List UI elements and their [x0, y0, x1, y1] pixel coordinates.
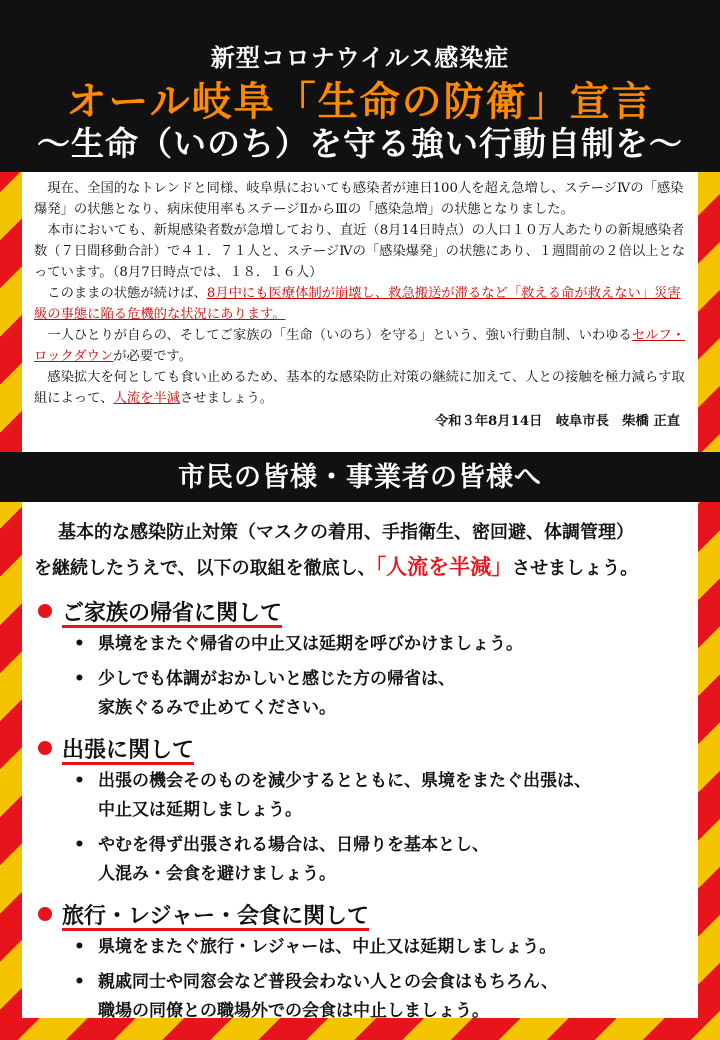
- section-title: 出張に関して: [62, 737, 195, 763]
- header-motto: ～生命（いのち）を守る強い行動自制を～: [37, 124, 683, 163]
- section-heading: [34, 592, 688, 630]
- list-item: [74, 968, 688, 1026]
- list-item: [74, 831, 688, 889]
- item-line: 人混み・会食を避けましょう。: [98, 864, 336, 884]
- statement-text: させましょう。: [180, 391, 274, 406]
- header: [0, 0, 720, 172]
- item-line: • やむを得ず出張される場合は、日帰りを基本とし、: [98, 835, 489, 855]
- item-line: • 出張の機会そのものを減少するとともに、県境をまたぐ出張は、: [98, 771, 591, 791]
- item-line: • 県境をまたぐ帰省の中止又は延期を呼びかけましょう。: [98, 634, 523, 654]
- list-item: [74, 630, 688, 659]
- intro-text: [34, 516, 688, 586]
- section-heading: [34, 895, 688, 933]
- statement-emphasis: 8月中にも医療体制が崩壊し、救急搬送が滞るなど「救える命が救えない」災害級の事態に陥る危機的な状況にあります。: [34, 286, 681, 322]
- measure-list: [34, 630, 688, 723]
- section-title: ご家族の帰省に関して: [62, 600, 283, 626]
- statement-paragraph: 本市においても、新規感染者数が急増しており、直近（8月14日時点）の人口１０万人あたりの新規感染者数（７日間移動合計）で４１．７１人と、ステージⅣの「感染爆発」の状態にあり、１週間前の２倍以上となっています。（8月7日時点では、１８．１６人）: [34, 223, 686, 280]
- bullet-dot-icon: [38, 604, 52, 618]
- statement-paragraph: [34, 283, 686, 325]
- intro-line: 基本的な感染防止対策（マスクの着用、手指衛生、密回避、体調管理）: [58, 522, 634, 543]
- list-item: [74, 767, 688, 825]
- measure-list: [34, 767, 688, 889]
- item-line: • 少しでも体調がおかしいと感じた方の帰省は、: [98, 669, 455, 689]
- item-line: • 親戚同士や同窓会など普段会わない人との会食はもちろん、: [98, 972, 559, 992]
- statement-paragraph: [34, 325, 686, 367]
- item-line: 家族ぐるみで止めてください。: [98, 698, 336, 718]
- section-travel-leisure: [34, 895, 688, 1026]
- section-title: 旅行・レジャー・会食に関して: [62, 903, 370, 929]
- intro-highlight: 「人流を半減」: [375, 555, 513, 579]
- statement-text: このままの状態が続けば、: [47, 286, 207, 301]
- measures-content: [22, 502, 698, 1021]
- bullet-dot-icon: [38, 741, 52, 755]
- statement-emphasis: セルフ・ロックダウン: [34, 328, 686, 364]
- section-banner: 市民の皆様・事業者の皆様へ: [0, 452, 720, 502]
- item-line: 職場の同僚との職場外での会食は中止しましょう。: [98, 1001, 489, 1021]
- statement-paragraph: 現在、全国的なトレンドと同様、岐阜県においても感染者が連日100人を超え急増し、ステージⅣの「感染爆発」の状態となり、病床使用率もステージⅡからⅢの「感染急増」の状態となりました。: [34, 181, 684, 217]
- section-family-visit: [34, 592, 688, 723]
- page-title: オール岐阜「生命の防衛」宣言: [66, 79, 654, 125]
- section-business-trip: [34, 729, 688, 889]
- list-item: [74, 933, 688, 962]
- item-line: • 県境をまたぐ旅行・レジャーは、中止又は延期しましょう。: [98, 937, 557, 957]
- bullet-dot-icon: [38, 907, 52, 921]
- statement-text: 感染拡大を何としても食い止めるため、基本的な感染防止対策の継続に加えて、人との接触を極力減らす取組によって、: [34, 370, 685, 406]
- signature: 令和３年8月14日 岐阜市長 柴橋 正直: [434, 414, 680, 429]
- intro-line: [34, 550, 688, 586]
- section-heading: [34, 729, 688, 767]
- statement-paragraph: [34, 367, 686, 409]
- measure-list: [34, 933, 688, 1026]
- mayor-statement: [22, 172, 698, 452]
- item-line: 中止又は延期しましょう。: [98, 800, 302, 820]
- list-item: [74, 665, 688, 723]
- statement-text: が必要です。: [113, 349, 192, 364]
- statement-text: 一人ひとりが自らの、そしてご家族の「生命（いのち）を守る」という、強い行動自制、いわゆる: [47, 328, 632, 343]
- statement-emphasis: 人流を半減: [113, 391, 180, 406]
- intro-text-part: を継続したうえで、以下の取組を徹底し、: [34, 558, 376, 579]
- intro-text-part: させましょう。: [512, 558, 639, 579]
- header-subtitle: 新型コロナウイルス感染症: [210, 44, 510, 72]
